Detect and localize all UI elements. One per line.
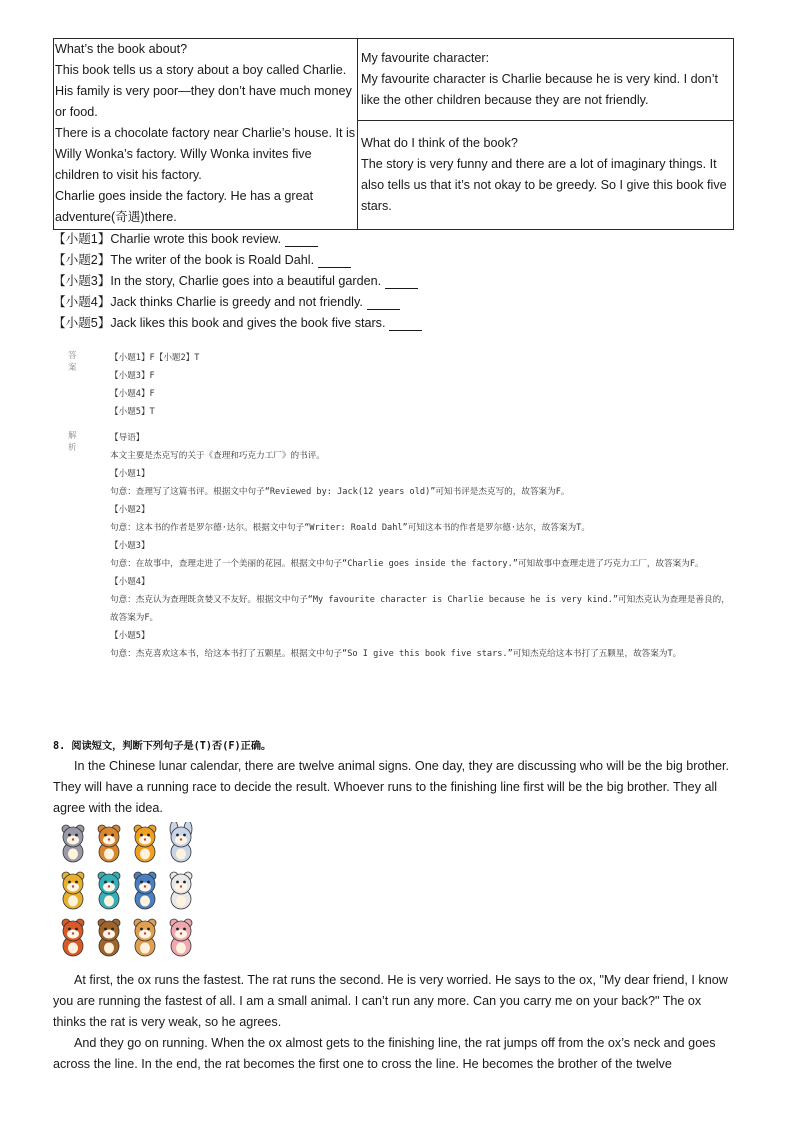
answer-blank[interactable]	[318, 253, 351, 268]
answer-line: 【小题5】T	[110, 407, 155, 417]
explanation-para: 句意：这本书的作者是罗尔德·达尔。根据文中句子“Writer: Roald Dahl”可知这本书的作者是罗尔德·达尔，故答案为T。	[110, 523, 590, 533]
goat-icon	[164, 869, 198, 911]
explanation-para: 句意：杰克喜欢这本书，给这本书打了五颗星。根据文中句子“So I give this book five stars.”可知杰克给这本书打了五颗星，故答案为T。	[110, 649, 682, 659]
review-right-bottom-cell	[358, 121, 734, 230]
review-text: There is a chocolate factory near Charlie’s house. It is Willy Wonka’s factory. Willy Wonka invites five children to visit his factory.	[55, 126, 356, 182]
question-text: 【小题1】Charlie wrote this book review.	[53, 232, 282, 246]
review-heading-character: My favourite character:	[361, 51, 490, 66]
answer-line: 【小题1】F【小题2】T	[110, 353, 200, 363]
review-heading-opinion: What do I think of the book?	[361, 136, 518, 151]
explanation-para: 句意：在故事中，查理走进了一个美丽的花园。根据文中句子“Charlie goes inside the factory.”可知故事中查理走进了巧克力工厂，故答案为F。	[110, 559, 704, 569]
review-heading-about: What’s the book about?	[55, 42, 188, 56]
section-8-title: 8. 阅读短文，判断下列句子是(T)否(F)正确。	[53, 741, 272, 752]
explanation-para: 【小题5】	[110, 631, 150, 641]
question-list	[53, 229, 422, 334]
review-text: Charlie goes inside the factory. He has a great adventure(奇遇)there.	[55, 189, 314, 224]
review-right-top-cell	[358, 39, 734, 121]
explanation-lines	[110, 429, 735, 663]
answer-blank[interactable]	[367, 295, 400, 310]
answer-label: 答案	[68, 351, 81, 373]
horse-icon	[128, 869, 162, 911]
answer-lines	[110, 349, 750, 421]
explanation-para: 【小题2】	[110, 505, 150, 515]
review-left-cell	[54, 39, 358, 230]
question-item	[53, 292, 422, 313]
rat-icon	[56, 822, 90, 864]
explanation-para: 本文主要是杰克写的关于《查理和巧克力工厂》的书评。	[110, 451, 325, 461]
question-item	[53, 229, 422, 250]
pig-icon	[164, 916, 198, 958]
question-item	[53, 271, 422, 292]
question-item	[53, 250, 422, 271]
explanation-para: 【导语】	[110, 433, 145, 443]
rooster-icon	[56, 916, 90, 958]
explanation-para: 【小题3】	[110, 541, 150, 551]
explanation-para: 【小题1】	[110, 469, 150, 479]
tiger-icon	[128, 822, 162, 864]
answer-blank[interactable]	[285, 232, 318, 247]
passage-paragraph	[53, 1033, 733, 1075]
review-text: My favourite character is Charlie because he is very kind. I don’t like the other children because they are not friendly.	[361, 72, 718, 108]
explanation-para: 【小题4】	[110, 577, 150, 587]
passage-paragraph	[53, 756, 733, 819]
passage-paragraph	[53, 970, 733, 1033]
dragon-icon	[56, 869, 90, 911]
snake-icon	[92, 869, 126, 911]
ox-icon	[92, 822, 126, 864]
zodiac-animals-image	[56, 822, 201, 962]
review-text: This book tells us a story about a boy called Charlie. His family is very poor—they don’t have much money or food.	[55, 63, 352, 119]
rabbit-icon	[164, 822, 198, 864]
answer-blank[interactable]	[385, 274, 418, 289]
answer-line: 【小题4】F	[110, 389, 155, 399]
question-text: 【小题2】The writer of the book is Roald Dahl.	[53, 253, 315, 267]
passage-text: In the Chinese lunar calendar, there are twelve animal signs. One day, they are discussing who will be the big brother. They will have a running race to decide the result. Whoever runs to the finishing line first will be the big brother. They all agree with the idea.	[53, 759, 730, 815]
explanation-label: 解析	[68, 431, 81, 453]
question-item	[53, 313, 422, 334]
answer-line: 【小题3】F	[110, 371, 155, 381]
passage-text: At first, the ox runs the fastest. The rat runs the second. He is very worried. He says to the ox, "My dear friend, I know you are running the fastest of all. I am a small animal. I can’t run any more. Can you carry me on your back?" The ox thinks the rat is very weak, so he agrees.	[53, 973, 728, 1029]
explanation-para: 句意：杰克认为查理既贪婪又不友好。根据文中句子“My favourite character is Charlie because he is very kind.”可知杰克认为查理是善良的，故答案为F。	[110, 595, 730, 623]
monkey-icon	[92, 916, 126, 958]
answer-blank[interactable]	[389, 316, 422, 331]
dog-icon	[128, 916, 162, 958]
review-text: The story is very funny and there are a lot of imaginary things. It also tells us that it’s not okay to be greedy. So I give this book five stars.	[361, 157, 727, 214]
passage-text: And they go on running. When the ox almost gets to the finishing line, the rat jumps off from the ox’s neck and goes across the line. In the end, the rat becomes the first one to cross the line. He becomes the brother of the twelve	[53, 1036, 716, 1071]
book-review-table	[53, 38, 734, 230]
question-text: 【小题5】Jack likes this book and gives the book five stars.	[53, 316, 386, 330]
explanation-para: 句意：查理写了这篇书评。根据文中句子“Reviewed by: Jack(12 years old)”可知书评是杰克写的，故答案为F。	[110, 487, 570, 497]
question-text: 【小题4】Jack thinks Charlie is greedy and not friendly.	[53, 295, 363, 309]
question-text: 【小题3】In the story, Charlie goes into a beautiful garden.	[53, 274, 382, 288]
